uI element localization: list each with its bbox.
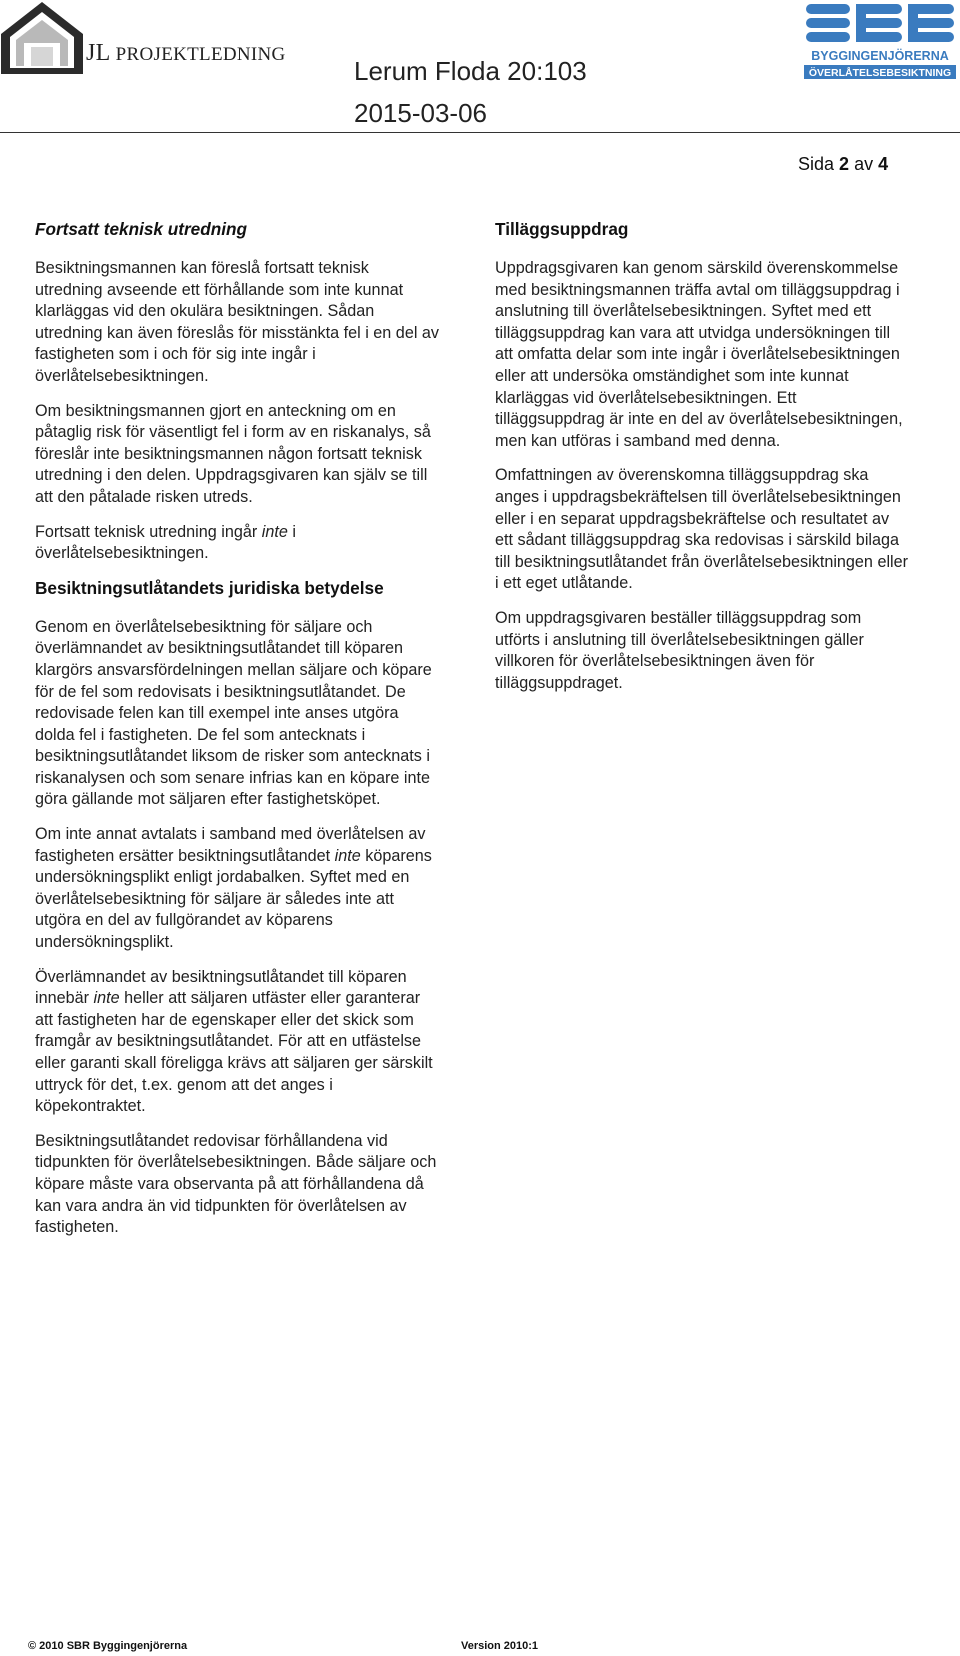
right-column [495,218,909,707]
page-number [798,154,888,175]
document-date: 2015-03-06 [354,98,487,128]
paragraph: Om uppdragsgivaren beställer tilläggsuppdrag som utförts i anslutning till överlåtelsebesiktningen gäller villkoren för överlåtelsebesiktningen även för tilläggsuppdraget. [495,608,864,692]
company-word: PROJEKTLEDNING [115,44,286,65]
sbr-logo-line1: BYGGINGENJÖRERNA [811,49,949,63]
page-prefix: Sida [798,154,835,174]
emphasis: inte [334,846,361,865]
header-divider [0,132,960,133]
document-title: Lerum Floda 20:103 [354,56,587,86]
text-run: Fortsatt teknisk utredning ingår [35,522,262,541]
heading-tillaggsuppdrag: Tilläggsuppdrag [495,219,629,239]
paragraph [35,824,439,954]
heading-besiktningsutlatandets-juridiska-betydelse: Besiktningsutlåtandets juridiska betydelse [35,577,384,598]
page-total: 4 [878,154,889,174]
emphasis: inte [93,989,120,1008]
text-run: Om inte annat avtalats i samband med överlåtelsen av fastigheten ersätter besiktningsutlåtandet [35,825,426,865]
heading-fortsatt-teknisk-utredning: Fortsatt teknisk utredning [35,219,247,239]
page-current: 2 [839,154,850,174]
text-run: köparens undersökningsplikt enligt jordabalken. Syftet med en överlåtelsebesiktning för säljare är således inte att utgöra en del av fullgörandet av köparens undersökningsplikt. [35,846,432,952]
footer-copyright: © 2010 SBR Byggingenjörerna [28,1640,188,1652]
company-initials: JL [86,40,111,66]
paragraph: Uppdragsgivaren kan genom särskild överenskommelse med besiktningsmannen träffa avtal om tilläggsuppdrag i anslutning till överlåtelsebesiktningen. Syftet med ett tilläggsuppdrag kan vara att utvidga undersökningen till att omfatta delar som inte ingår i överlåtelsebesiktningen eller att undersöka omständighet som inte kunnat klarläggas vid överlåtelsebesiktningen. Ett tilläggsuppdrag är inte en del av överlåtelsebesiktningen, men kan utföras i samband med denna. [495,259,903,450]
text-run: i överlåtelsebesiktningen. [35,522,296,563]
footer-version: Version 2010:1 [461,1640,539,1652]
emphasis: inte [261,522,288,541]
paragraph: Genom en överlåtelsebesiktning för säljare och överlämnandet av besiktningsutlåtandet till köparen klargörs ansvarsfördelningen mellan säljare och köpare för de fel som redovisats i besiktningsutlåtandet. De redovisade felen kan till exempel inte anses utgöra dolda fel i fastigheten. De fel som antecknats i besiktningsutlåtandet liksom de risker som antecknats i riskanalysen och som senare infrias kan en köpare inte göra gällande mot säljaren efter fastighetsköpet. [35,617,432,809]
paragraph: Om besiktningsmannen gjort en anteckning om en påtaglig risk för väsentligt fel i form av en riskanalys, så föreslår inte besiktningsmannen någon fortsatt teknisk utredning i den delen. Uppdragsgivaren kan själv se till att den påtalade risken utreds. [35,401,431,506]
company-name [86,40,286,67]
paragraph: Omfattningen av överenskomna tilläggsuppdrag ska anges i uppdragsbekräftelsen till överlåtelsebesiktningen eller i en separat uppdragsbekräftelse och resultatet av ett sådant tilläggsuppdrag ska redovisas i särskild bilaga till besiktningsutlåtandet från överlåtelsebesiktningen eller i ett eget utlåtande. [495,466,909,593]
paragraph [35,967,439,1118]
left-column [35,218,439,1252]
sbr-byggingenjorerna-logo [804,2,956,82]
text-run: Överlämnandet av besiktningsutlåtandet till köparen innebär [35,967,407,1008]
paragraph: Besiktningsmannen kan föreslå fortsatt teknisk utredning avseende ett förhållande som inte kunnat klarläggas vid den okulära besiktningen. Sådan utredning kan även föreslås för misstänkta fel i en del av fastigheten som i och för sig inte ingår i överlåtelsebesiktningen. [35,259,440,385]
paragraph: Besiktningsutlåtandet redovisar förhållandena vid tidpunkten för överlåtelsebesiktningen. Både säljare och köpare måste vara observanta på att förhållandena då kan vara andra än vid tidpunkten för överlåtelsen av fastigheten. [35,1131,437,1237]
jl-house-logo [0,0,84,76]
page-sep: av [854,154,874,174]
sbr-logo-line2: ÖVERLÅTELSEBESIKTNING [808,67,952,79]
paragraph [35,522,439,565]
text-run: heller att säljaren utfäster eller garanterar att fastigheten har de egenskaper eller det skick som framgår av besiktningsutlåtandet. För att en utfästelse eller garanti skall föreligga krävs att säljaren ger särskilt uttryck för det, t.ex. genom att det anges i köpekontraktet. [35,989,433,1116]
